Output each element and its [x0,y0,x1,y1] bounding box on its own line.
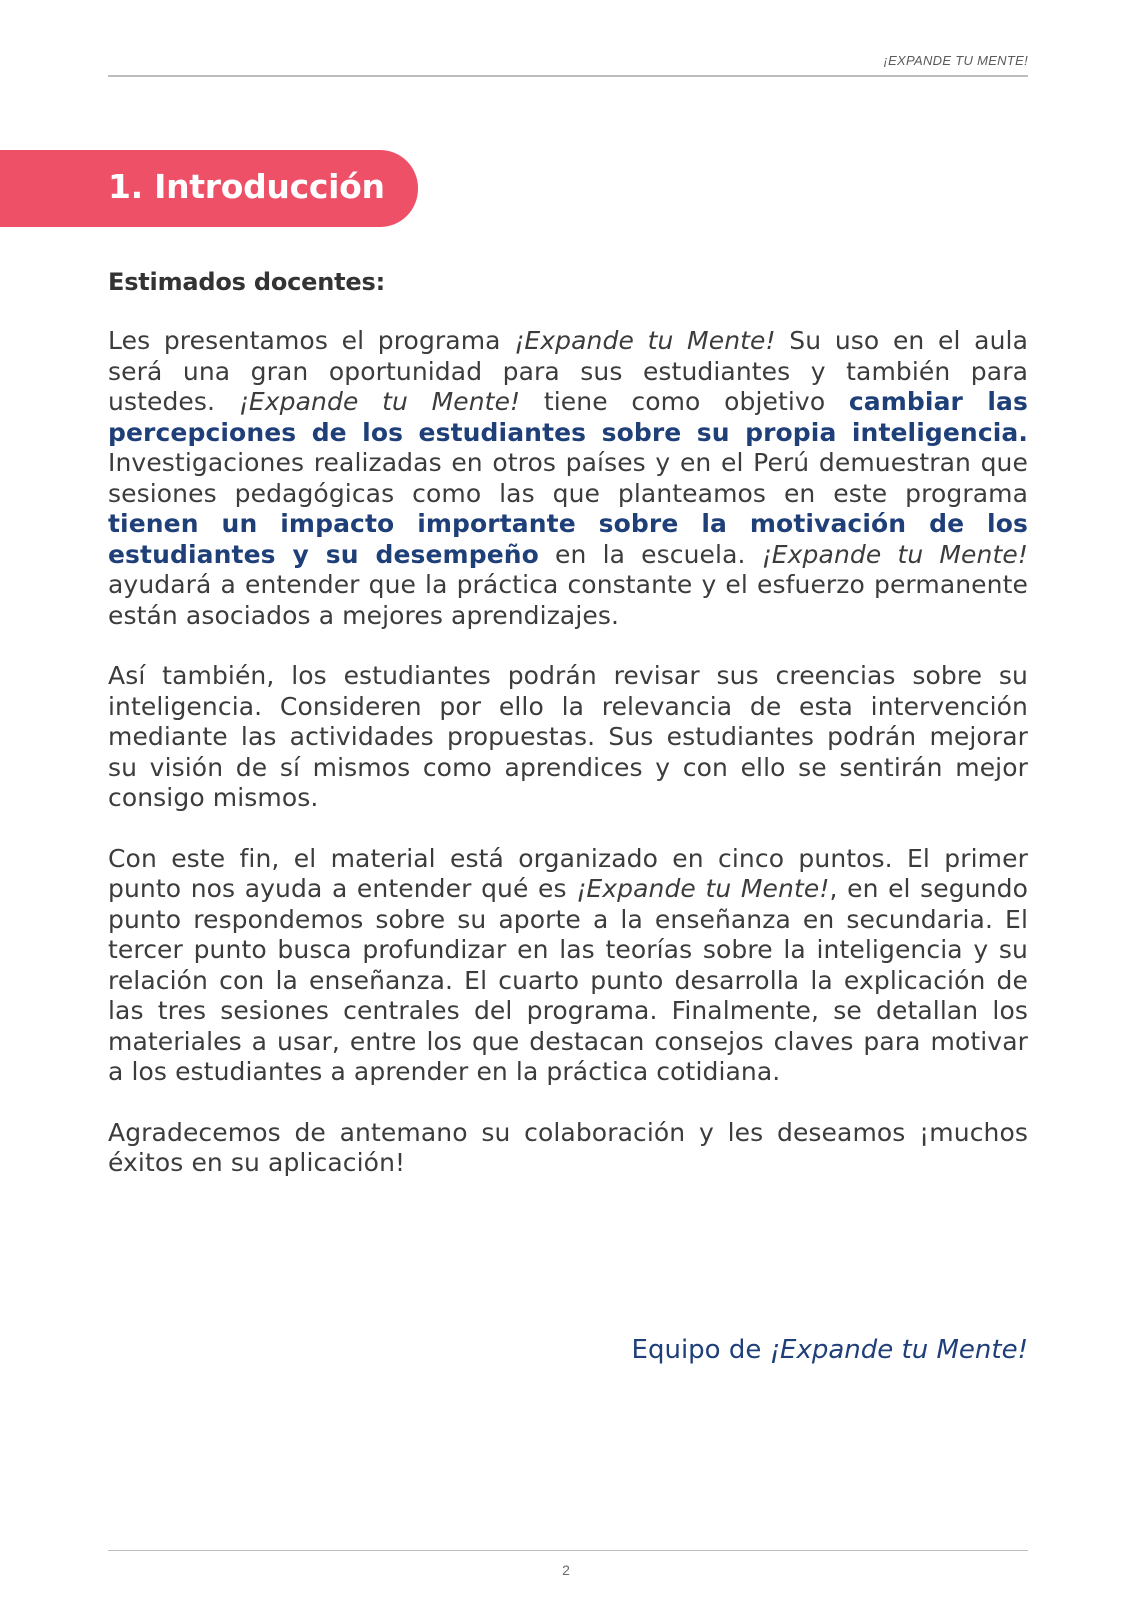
p1-program-name: ¡Expande tu Mente! [514,326,776,355]
signature-prefix: Equipo de [631,1335,770,1365]
paragraph-2: Así también, los estudiantes podrán revisar sus creencias sobre su inteligencia. Consideren por ello la relevancia de esta intervención mediante las actividades propuestas. Sus estudiantes podrán mejorar su visión de sí mismos como aprendices y con ello se sentirán mejor consigo mismos. [108,661,1028,812]
signature [632,1335,1028,1365]
signature-program-name: ¡Expande tu Mente! [769,1335,1028,1365]
header-divider [108,75,1028,77]
p1-text-3: tiene como objetivo [520,387,849,416]
page-number: 2 [562,1562,570,1578]
footer-divider [108,1550,1028,1551]
p1-text-1: Les presentamos el programa [108,326,515,355]
paragraph-4: Agradecemos de antemano su colaboración y les deseamos ¡muchos éxitos en su aplicación! [108,1117,1028,1177]
p3-text-2: , en el segundo punto respondemos sobre su aporte a la enseñanza en secundaria. El tercer punto busca profundizar en las teorías sobre la inteligencia y su relación con la enseñanza. El cuarto punto desarrolla la explicación de las tres sesiones centrales del programa. Finalmente, se detallan los materiales a usar, entre los que destacan consejos claves para motivar a los estudiantes a aprender en la práctica cotidiana. [108,874,1028,1086]
p1-highlight-1: cambiar las percepciones de los estudiantes sobre su propia inteligencia. [108,387,1029,447]
p1-highlight-2: tienen un impacto importante sobre la motivación de los estudiantes y su desempeño [108,509,1028,569]
section-title: 1. Introducción [108,167,385,206]
p1-text-2: Su uso en el aula será una gran oportunidad para sus estudiantes y también para ustedes. [108,326,1028,416]
paragraph-3 [108,844,1028,1088]
greeting: Estimados docentes: [108,268,385,296]
p1-text-4: Investigaciones realizadas en otros países y en el Perú demuestran que sesiones pedagógicas como las que planteamos en este programa [108,448,1028,508]
page-body [108,268,1028,1209]
p1-program-name-2: ¡Expande tu Mente! [238,387,521,416]
p1-program-name-3: ¡Expande tu Mente! [761,539,1028,569]
p1-text-5: en la escuela. [538,539,762,569]
paragraph-1 [108,326,1028,631]
running-header: ¡EXPANDE TU MENTE! [883,53,1028,68]
p1-text-6: ayudará a entender que la práctica constante y el esfuerzo permanente están asociados a mejores aprendizajes. [108,570,1028,630]
p3-text-1: Con este fin, el material está organizado en cinco puntos. El primer punto nos ayuda a entender qué es [108,843,1028,903]
p3-program-name: ¡Expande tu Mente! [576,874,830,903]
